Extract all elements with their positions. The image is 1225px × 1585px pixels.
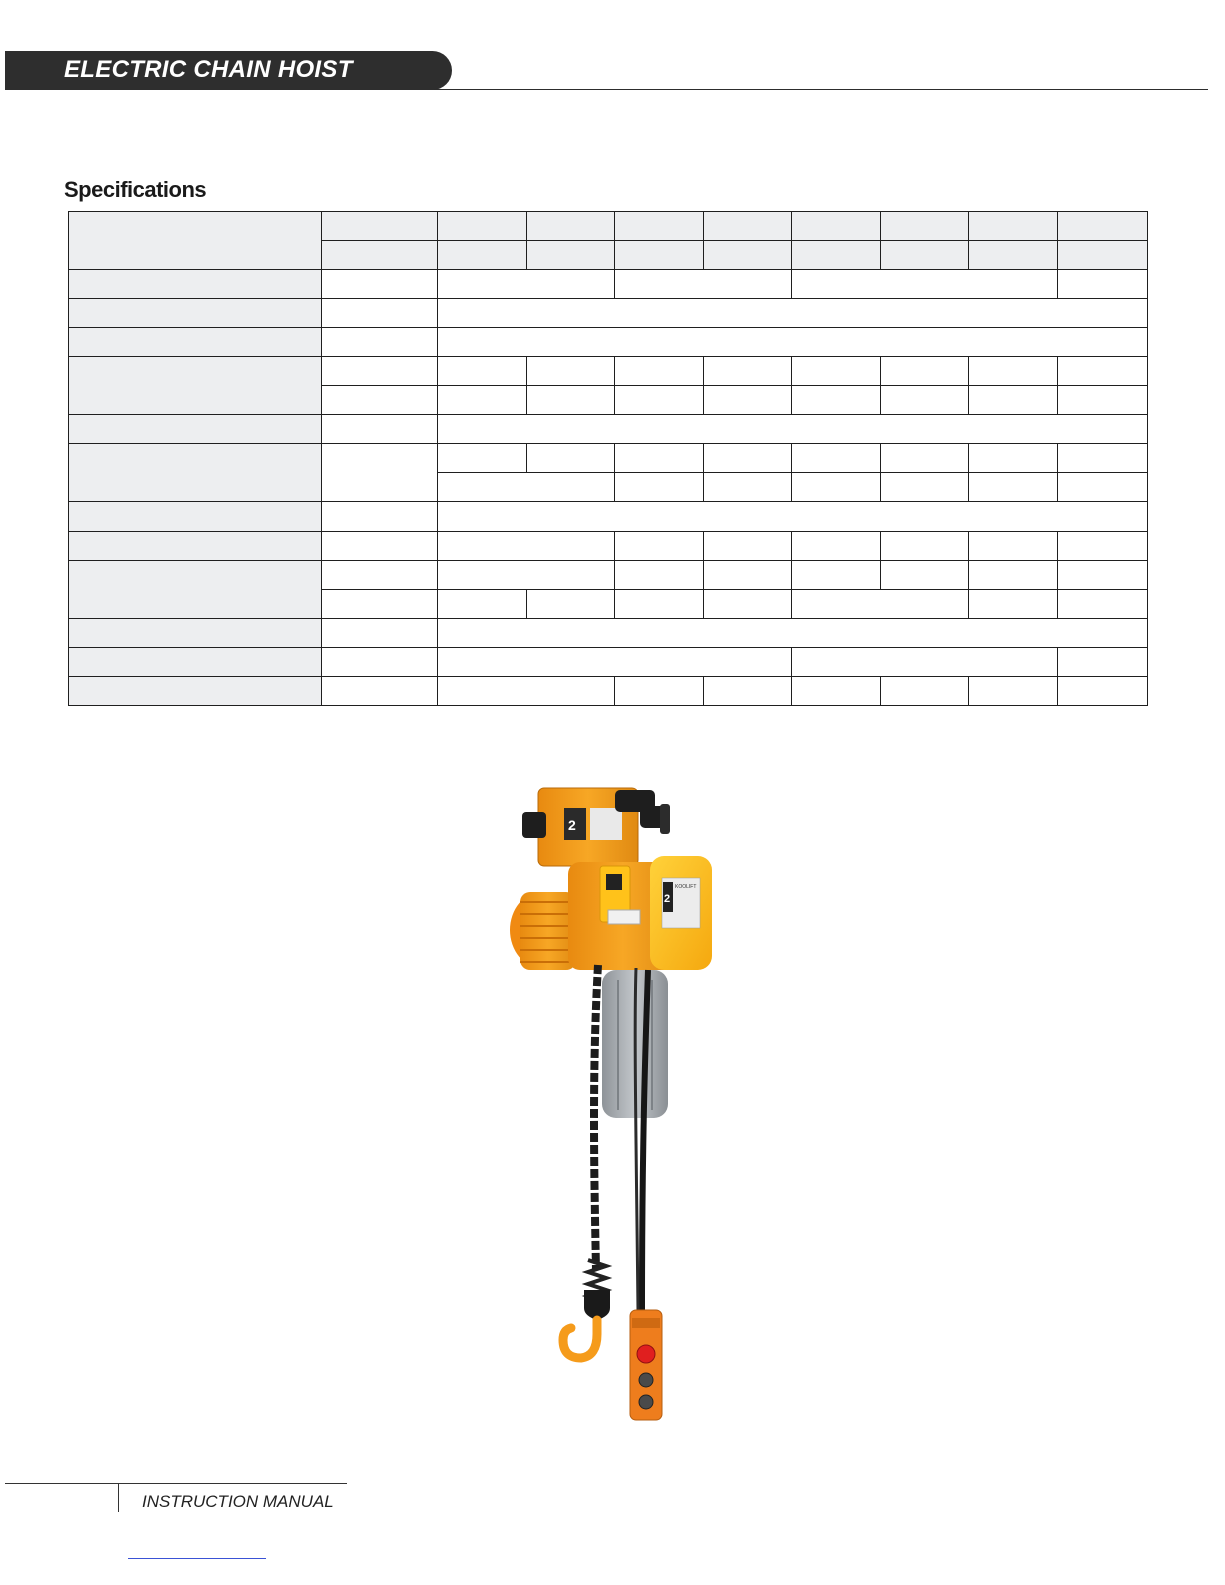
table-cell — [704, 212, 792, 241]
table-cell — [704, 386, 792, 415]
table-cell — [881, 357, 969, 386]
table-cell — [438, 241, 527, 270]
table-row — [69, 531, 1148, 560]
table-cell — [792, 531, 881, 560]
table-cell — [615, 241, 704, 270]
table-cell — [615, 531, 704, 560]
footer-link-underline[interactable] — [128, 1558, 266, 1559]
table-cell — [881, 444, 969, 473]
table-cell — [438, 357, 527, 386]
specifications-table — [68, 211, 1148, 706]
table-cell — [322, 241, 438, 270]
row-label-cell — [69, 618, 322, 647]
table-cell — [322, 357, 438, 386]
table-cell — [881, 473, 969, 502]
table-cell — [527, 357, 615, 386]
table-cell — [615, 589, 704, 618]
table-cell — [322, 328, 438, 357]
table-cell — [792, 357, 881, 386]
table-row — [69, 328, 1148, 357]
table-cell — [438, 560, 615, 589]
nameplate-brand: KOOLIFT — [675, 884, 697, 890]
table-cell — [322, 502, 438, 531]
table-row — [69, 502, 1148, 531]
table-cell — [969, 241, 1058, 270]
table-cell — [704, 241, 792, 270]
table-cell — [704, 560, 792, 589]
table-cell — [969, 531, 1058, 560]
footer-rule — [5, 1483, 347, 1484]
table-row — [69, 618, 1148, 647]
table-header-row — [69, 212, 1148, 241]
table-cell — [438, 531, 615, 560]
table-cell — [1058, 531, 1148, 560]
table-cell — [792, 560, 881, 589]
table-cell — [527, 212, 615, 241]
table-row — [69, 676, 1148, 705]
table-cell — [615, 212, 704, 241]
table-cell — [527, 386, 615, 415]
table-cell — [969, 473, 1058, 502]
table-cell — [615, 473, 704, 502]
capacity-badge: 2 — [664, 893, 671, 905]
table-cell — [969, 589, 1058, 618]
table-cell — [792, 386, 881, 415]
page-title: ELECTRIC CHAIN HOIST — [64, 56, 353, 83]
table-cell — [438, 328, 1148, 357]
section-heading: Specifications — [64, 177, 207, 202]
table-row — [69, 415, 1148, 444]
table-cell — [704, 589, 792, 618]
table-cell — [704, 357, 792, 386]
row-label-cell — [69, 270, 322, 299]
table-cell — [322, 589, 438, 618]
table-cell — [322, 618, 438, 647]
table-row — [69, 270, 1148, 299]
table-cell — [881, 531, 969, 560]
hoist-product-image — [500, 770, 730, 1430]
trolley — [522, 788, 670, 866]
table-cell — [1058, 473, 1148, 502]
table-cell — [1058, 560, 1148, 589]
table-cell — [438, 676, 615, 705]
table-cell — [322, 560, 438, 589]
table-cell — [438, 444, 527, 473]
table-cell — [792, 241, 881, 270]
table-cell — [615, 386, 704, 415]
table-cell — [322, 386, 438, 415]
table-cell — [881, 676, 969, 705]
load-hook — [563, 1260, 610, 1358]
table-header-label-cell — [69, 212, 322, 270]
table-cell — [969, 386, 1058, 415]
table-row — [69, 560, 1148, 589]
table-cell — [969, 444, 1058, 473]
table-cell — [322, 444, 438, 502]
table-cell — [1058, 589, 1148, 618]
hoist-motor — [510, 892, 576, 970]
capacity-badge: 2 — [568, 817, 576, 833]
table-row — [69, 444, 1148, 473]
table-cell — [1058, 357, 1148, 386]
table-cell — [704, 531, 792, 560]
table-cell — [792, 444, 881, 473]
table-cell — [322, 531, 438, 560]
table-cell — [322, 299, 438, 328]
table-cell — [615, 444, 704, 473]
load-chain — [594, 965, 598, 1270]
table-cell — [527, 589, 615, 618]
table-cell — [1058, 647, 1148, 676]
table-cell — [615, 270, 792, 299]
table-cell — [792, 647, 1058, 676]
table-cell — [792, 676, 881, 705]
table-row — [69, 299, 1148, 328]
table-cell — [704, 473, 792, 502]
row-label-cell — [69, 560, 322, 618]
table-cell — [1058, 241, 1148, 270]
row-label-cell — [69, 676, 322, 705]
row-label-cell — [69, 299, 322, 328]
table-row — [69, 357, 1148, 386]
table-cell — [1058, 270, 1148, 299]
table-cell — [438, 212, 527, 241]
footer-label: INSTRUCTION MANUAL — [142, 1492, 334, 1511]
table-cell — [438, 618, 1148, 647]
table-cell — [969, 212, 1058, 241]
table-row — [69, 647, 1148, 676]
row-label-cell — [69, 415, 322, 444]
table-cell — [438, 589, 527, 618]
table-cell — [1058, 212, 1148, 241]
table-cell — [322, 415, 438, 444]
table-cell — [322, 212, 438, 241]
row-label-cell — [69, 502, 322, 531]
table-cell — [527, 444, 615, 473]
table-cell — [438, 473, 615, 502]
table-cell — [969, 676, 1058, 705]
hoist-body — [568, 856, 712, 970]
table-cell — [1058, 676, 1148, 705]
table-cell — [969, 560, 1058, 589]
table-cell — [881, 212, 969, 241]
row-label-cell — [69, 531, 322, 560]
table-cell — [322, 647, 438, 676]
table-cell — [792, 473, 881, 502]
row-label-cell — [69, 328, 322, 357]
row-label-cell — [69, 647, 322, 676]
table-cell — [969, 357, 1058, 386]
table-cell — [792, 589, 969, 618]
table-cell — [438, 502, 1148, 531]
table-cell — [704, 676, 792, 705]
table-cell — [615, 560, 704, 589]
table-cell — [438, 299, 1148, 328]
table-cell — [615, 357, 704, 386]
table-cell — [881, 560, 969, 589]
table-cell — [438, 270, 615, 299]
pendant-control — [630, 1310, 662, 1420]
table-cell — [322, 270, 438, 299]
table-cell — [438, 415, 1148, 444]
footer-divider — [118, 1484, 119, 1512]
table-cell — [881, 386, 969, 415]
table-cell — [704, 444, 792, 473]
table-cell — [1058, 386, 1148, 415]
row-label-cell — [69, 357, 322, 415]
table-cell — [527, 241, 615, 270]
table-cell — [438, 647, 792, 676]
table-cell — [792, 212, 881, 241]
row-label-cell — [69, 444, 322, 502]
table-cell — [615, 676, 704, 705]
table-cell — [881, 241, 969, 270]
table-cell — [1058, 444, 1148, 473]
table-cell — [438, 386, 527, 415]
table-cell — [322, 676, 438, 705]
table-cell — [792, 270, 1058, 299]
